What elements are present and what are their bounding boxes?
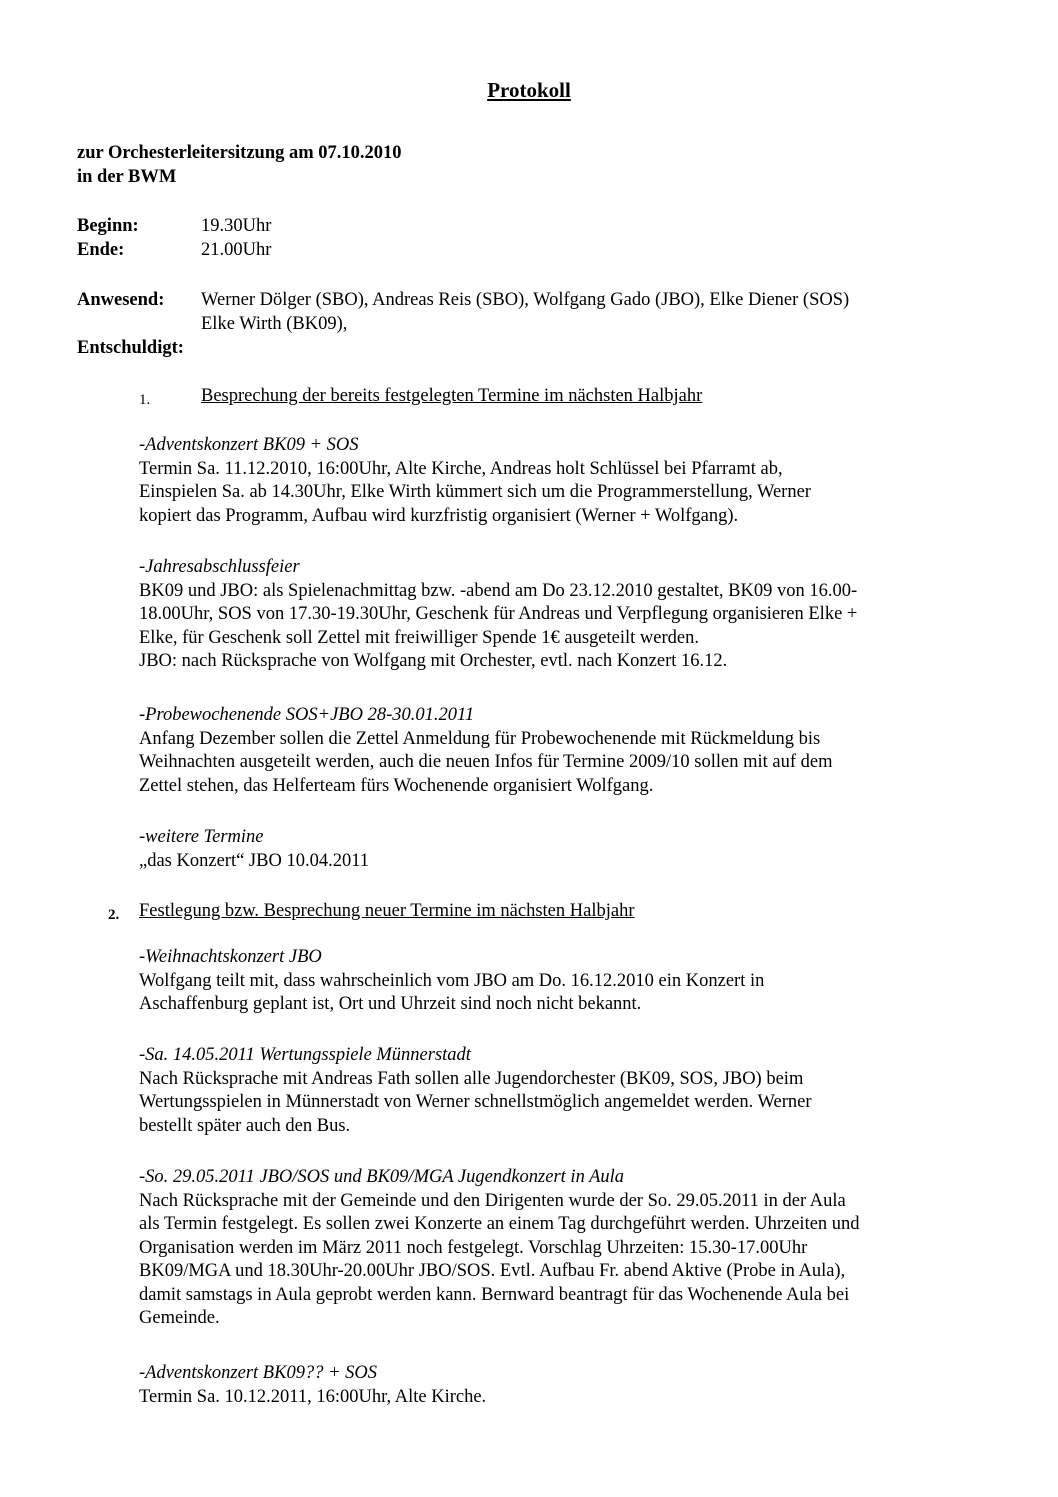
present-label: Anwesend: — [77, 290, 165, 310]
section-1-number: 1. — [139, 392, 151, 408]
agenda-item-heading: -Adventskonzert BK09 + SOS — [139, 435, 359, 455]
agenda-item-line: Elke, für Geschenk soll Zettel mit freiwilliger Spende 1€ ausgeteilt werden. — [139, 627, 699, 648]
excused-label: Entschuldigt: — [77, 338, 184, 358]
meeting-line-2: in der BWM — [77, 167, 177, 187]
agenda-item — [139, 704, 989, 798]
agenda-item-line: Nach Rücksprache mit der Gemeinde und den Dirigenten wurde der So. 29.05.2011 in der Aula — [139, 1190, 846, 1211]
agenda-item-heading: -weitere Termine — [139, 827, 264, 847]
agenda-item-line: Einspielen Sa. ab 14.30Uhr, Elke Wirth kümmert sich um die Programmerstellung, Werner — [139, 482, 811, 502]
agenda-item — [139, 1044, 989, 1138]
agenda-item-line: Gemeinde. — [139, 1308, 220, 1328]
agenda-item — [139, 946, 989, 1017]
agenda-item-line: „das Konzert“ JBO 10.04.2011 — [139, 850, 370, 871]
agenda-item-heading: -Adventskonzert BK09?? + SOS — [139, 1363, 378, 1383]
start-value: 19.30Uhr — [201, 216, 272, 236]
agenda-item-heading: -Probewochenende SOS+JBO 28-30.01.2011 — [139, 705, 475, 725]
agenda-item-line: damit samstags in Aula geprobt werden kann. Bernward beantragt für das Wochenende Aula bei — [139, 1284, 850, 1305]
section-2-number: 2. — [108, 907, 120, 923]
agenda-item-line: Zettel stehen, das Helferteam fürs Wochenende organisiert Wolfgang. — [139, 775, 654, 796]
agenda-item — [139, 556, 989, 674]
end-value: 21.00Uhr — [201, 240, 272, 260]
section-2-heading: Festlegung bzw. Besprechung neuer Termine im nächsten Halbjahr — [139, 901, 635, 921]
present-line-2: Elke Wirth (BK09), — [201, 314, 348, 334]
agenda-item-line: Anfang Dezember sollen die Zettel Anmeldung für Probewochenende mit Rückmeldung bis — [139, 728, 821, 749]
agenda-item-line: Aschaffenburg geplant ist, Ort und Uhrzeit sind noch nicht bekannt. — [139, 994, 642, 1014]
agenda-item-line: BK09 und JBO: als Spielenachmittag bzw. -abend am Do 23.12.2010 gestaltet, BK09 von 16.00- — [139, 580, 858, 601]
section-1-heading: Besprechung der bereits festgelegten Termine im nächsten Halbjahr — [201, 386, 703, 406]
agenda-item-heading: -So. 29.05.2011 JBO/SOS und BK09/MGA Jugendkonzert in Aula — [139, 1167, 625, 1187]
present-line-1: Werner Dölger (SBO), Andreas Reis (SBO), Wolfgang Gado (JBO), Elke Diener (SOS) — [201, 290, 850, 310]
agenda-item — [139, 1362, 989, 1409]
agenda-item-line: 18.00Uhr, SOS von 17.30-19.30Uhr, Geschenk für Andreas und Verpflegung organisieren Elke + — [139, 604, 858, 624]
agenda-item-line: Termin Sa. 11.12.2010, 16:00Uhr, Alte Kirche, Andreas holt Schlüssel bei Pfarramt ab, — [139, 458, 783, 479]
agenda-item — [139, 434, 989, 528]
agenda-item-line: als Termin festgelegt. Es sollen zwei Konzerte an einem Tag durchgeführt werden. Uhrzeiten und — [139, 1214, 860, 1234]
agenda-item-line: kopiert das Programm, Aufbau wird kurzfristig organisiert (Werner + Wolfgang). — [139, 505, 739, 526]
start-label: Beginn: — [77, 216, 139, 236]
agenda-item-line: Wolfgang teilt mit, dass wahrscheinlich vom JBO am Do. 16.12.2010 ein Konzert in — [139, 970, 765, 991]
agenda-item-heading: -Jahresabschlussfeier — [139, 557, 300, 577]
agenda-item-line: Wertungsspielen in Münnerstadt von Werner schnellstmöglich angemeldet werden. Werner — [139, 1092, 812, 1112]
agenda-item-line: bestellt später auch den Bus. — [139, 1115, 351, 1136]
agenda-item-heading: -Sa. 14.05.2011 Wertungsspiele Münnerstadt — [139, 1045, 471, 1065]
meeting-line-1: zur Orchesterleitersitzung am 07.10.2010 — [77, 143, 402, 163]
agenda-item-line: BK09/MGA und 18.30Uhr-20.00Uhr JBO/SOS. Evtl. Aufbau Fr. abend Aktive (Probe in Aula), — [139, 1261, 846, 1281]
agenda-item — [139, 826, 989, 873]
agenda-item — [139, 1166, 989, 1331]
agenda-item-line: Weihnachten ausgeteilt werden, auch die neuen Infos für Termine 2009/10 sollen mit auf dem — [139, 752, 833, 772]
agenda-item-line: Termin Sa. 10.12.2011, 16:00Uhr, Alte Kirche. — [139, 1386, 487, 1407]
agenda-item-line: Organisation werden im März 2011 noch festgelegt. Vorschlag Uhrzeiten: 15.30-17.00Uhr — [139, 1237, 808, 1258]
end-label: Ende: — [77, 240, 125, 260]
agenda-item-heading: -Weihnachtskonzert JBO — [139, 947, 322, 967]
agenda-item-line: Nach Rücksprache mit Andreas Fath sollen alle Jugendorchester (BK09, SOS, JBO) beim — [139, 1068, 804, 1089]
agenda-item-line: JBO: nach Rücksprache von Wolfgang mit Orchester, evtl. nach Konzert 16.12. — [139, 651, 728, 671]
document-title: Protokoll — [487, 78, 571, 102]
